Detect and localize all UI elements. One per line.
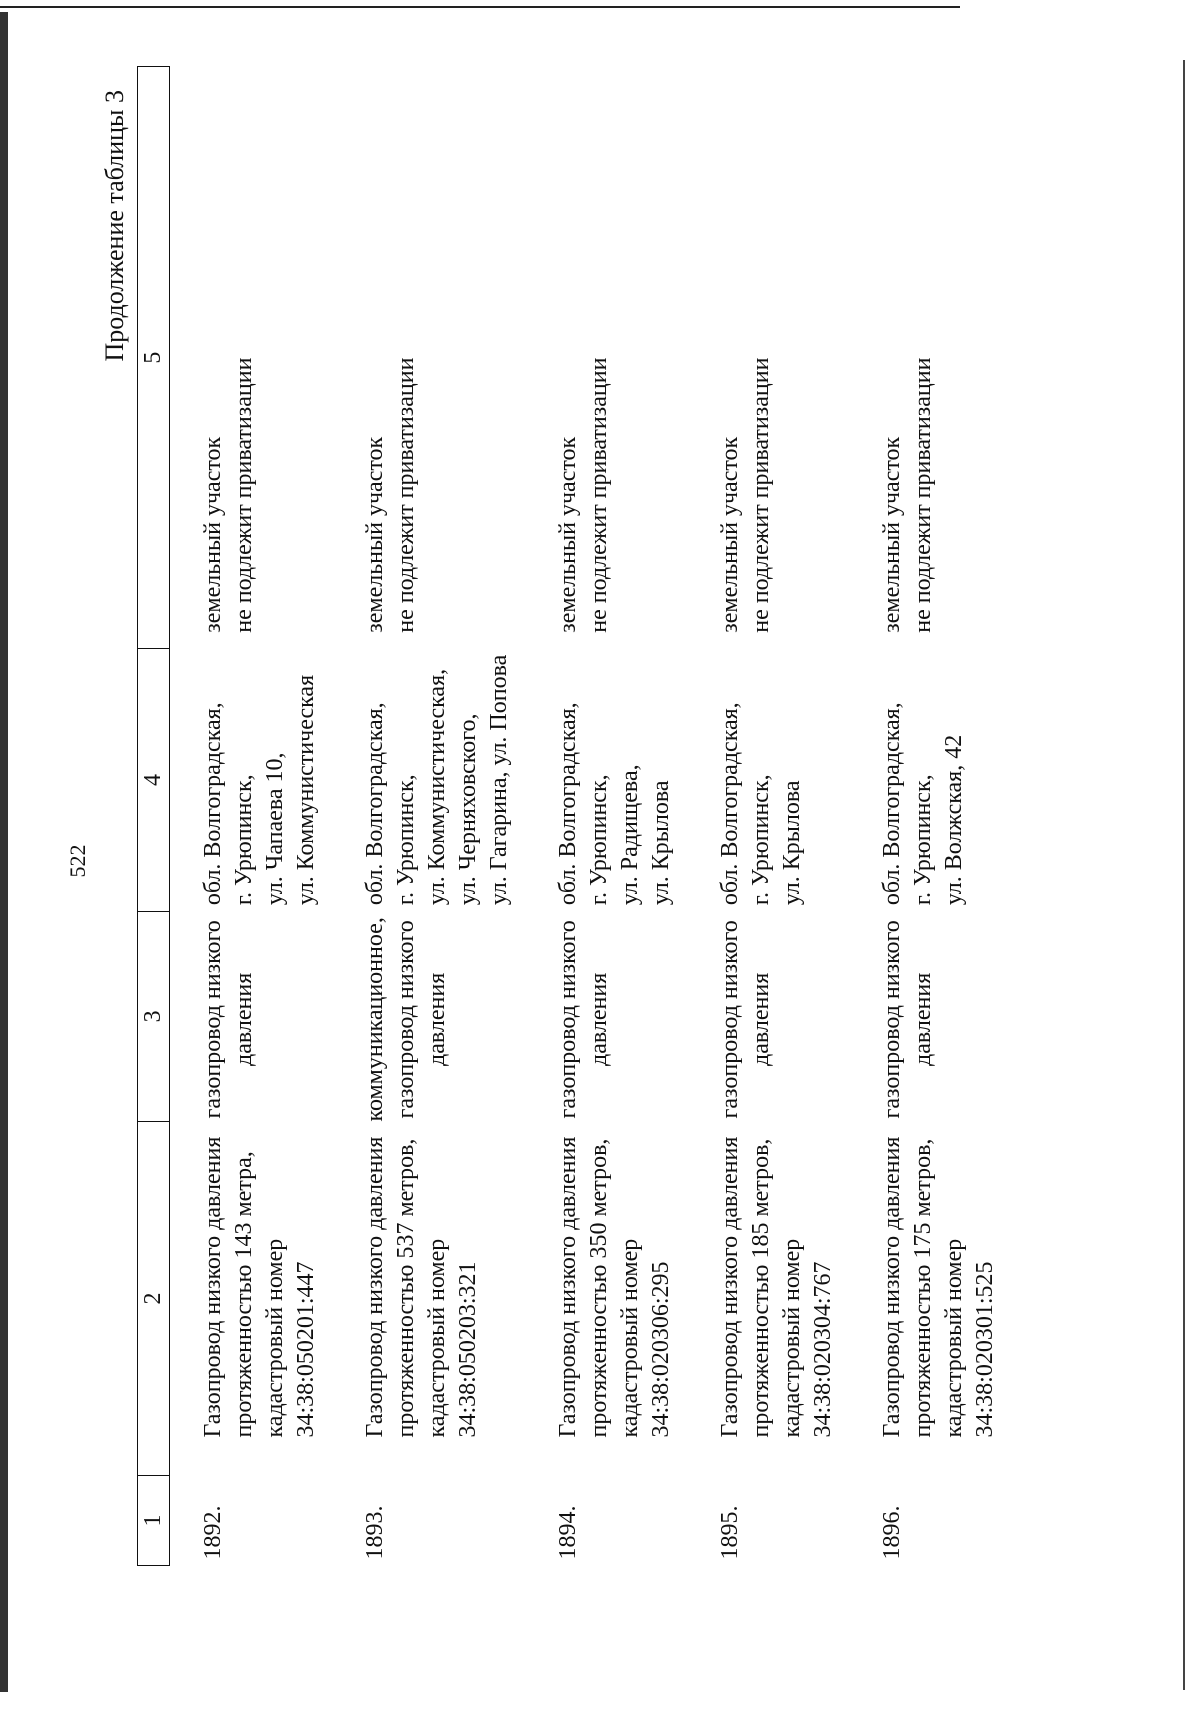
object-note-line: не подлежит приватизации bbox=[910, 357, 936, 633]
object-note-line: земельный участок bbox=[879, 436, 905, 633]
table-row bbox=[525, 67, 687, 1566]
object-name-line: протяженностью 143 метра, bbox=[231, 1151, 257, 1438]
object-note-line: земельный участок bbox=[555, 436, 581, 633]
object-note bbox=[849, 67, 1011, 649]
object-address-line: обл. Волгоградская, bbox=[362, 702, 388, 906]
object-name-line: 34:38:020306:295 bbox=[648, 1261, 674, 1438]
table-row bbox=[170, 67, 333, 1566]
object-name-line: 34:38:020301:525 bbox=[972, 1261, 998, 1438]
object-type-line: давления bbox=[748, 972, 774, 1066]
object-name bbox=[849, 1122, 1011, 1476]
object-note-line: не подлежит приватизации bbox=[586, 357, 612, 633]
object-address-line: ул. Чапаева 10, bbox=[262, 752, 288, 906]
object-name-line: протяженностью 350 метров, bbox=[586, 1138, 612, 1438]
object-address-line: ул. Коммунистическая bbox=[293, 674, 319, 906]
object-type-line: давления bbox=[586, 972, 612, 1066]
row-number: 1896. bbox=[879, 1505, 905, 1560]
row-number: 1895. bbox=[717, 1505, 743, 1560]
object-note-line: земельный участок bbox=[200, 436, 226, 633]
object-name-line: 34:38:020304:767 bbox=[810, 1261, 836, 1438]
table-caption: Продолжение таблицы 3 bbox=[100, 90, 129, 362]
object-name bbox=[332, 1122, 525, 1476]
object-address-line: г. Урюпинск, bbox=[910, 774, 936, 906]
object-note-line: не подлежит приватизации bbox=[393, 357, 419, 633]
row-number: 1892. bbox=[200, 1505, 226, 1560]
table-row bbox=[332, 67, 525, 1566]
column-header-5: 5 bbox=[138, 67, 170, 649]
row-number: 1893. bbox=[362, 1505, 388, 1560]
table-body bbox=[170, 67, 1012, 1566]
object-name-line: кадастровый номер bbox=[262, 1238, 288, 1438]
object-address-line: г. Урюпинск, bbox=[748, 774, 774, 906]
object-name bbox=[170, 1122, 333, 1476]
object-type-line: газопровод низкого bbox=[393, 920, 419, 1119]
object-address-line: ул. Коммунистическая, bbox=[424, 668, 450, 906]
page-number: 522 bbox=[65, 844, 90, 878]
object-name-line: кадастровый номер bbox=[779, 1238, 805, 1438]
object-name bbox=[525, 1122, 687, 1476]
object-name-line: кадастровый номер bbox=[617, 1238, 643, 1438]
object-name-line: кадастровый номер bbox=[424, 1238, 450, 1438]
table-row bbox=[687, 67, 849, 1566]
object-type-line: давления bbox=[231, 972, 257, 1066]
object-address-line: г. Урюпинск, bbox=[393, 774, 419, 906]
object-type-line: давления bbox=[424, 972, 450, 1066]
object-address-line: г. Урюпинск, bbox=[231, 774, 257, 906]
object-type-line: газопровод низкого bbox=[879, 920, 905, 1119]
object-note bbox=[687, 67, 849, 649]
object-address-line: г. Урюпинск, bbox=[586, 774, 612, 906]
object-address bbox=[170, 649, 333, 911]
object-type-line: коммуникационное, bbox=[362, 917, 388, 1122]
object-type-line: газопровод низкого bbox=[200, 920, 226, 1119]
object-name-line: 34:38:050201:447 bbox=[293, 1261, 319, 1438]
object-name-line: протяженностью 175 метров, bbox=[910, 1138, 936, 1438]
object-type bbox=[170, 911, 333, 1121]
object-name-line: протяженностью 185 метров, bbox=[748, 1138, 774, 1438]
table-row bbox=[849, 67, 1011, 1566]
object-type bbox=[849, 911, 1011, 1121]
object-name-line: 34:38:050203:321 bbox=[455, 1261, 481, 1438]
column-header-4: 4 bbox=[138, 649, 170, 911]
row-number: 1894. bbox=[555, 1505, 581, 1560]
object-address-line: ул. Радищева, bbox=[617, 764, 643, 906]
column-header-3: 3 bbox=[138, 911, 170, 1121]
object-type-line: давления bbox=[910, 972, 936, 1066]
object-address-line: ул. Крылова bbox=[779, 780, 805, 906]
column-header-1: 1 bbox=[138, 1476, 170, 1566]
table-header bbox=[138, 67, 170, 1566]
object-address-line: обл. Волгоградская, bbox=[555, 702, 581, 906]
object-note-line: земельный участок bbox=[362, 436, 388, 633]
object-note-line: земельный участок bbox=[717, 436, 743, 633]
object-name-line: Газопровод низкого давления bbox=[879, 1136, 905, 1438]
object-type bbox=[332, 911, 525, 1121]
object-address-line: ул. Гагарина, ул. Попова bbox=[486, 654, 512, 906]
object-note bbox=[170, 67, 333, 649]
object-address bbox=[687, 649, 849, 911]
object-address bbox=[525, 649, 687, 911]
object-note-line: не подлежит приватизации bbox=[231, 357, 257, 633]
object-address bbox=[849, 649, 1011, 911]
object-address-line: ул. Черняховского, bbox=[455, 713, 481, 906]
object-address-line: обл. Волгоградская, bbox=[879, 702, 905, 906]
object-type-line: газопровод низкого bbox=[717, 920, 743, 1119]
object-note bbox=[525, 67, 687, 649]
object-name-line: Газопровод низкого давления bbox=[200, 1136, 226, 1438]
object-name-line: Газопровод низкого давления bbox=[717, 1136, 743, 1438]
property-table bbox=[137, 66, 1011, 1566]
object-name-line: протяженностью 537 метров, bbox=[393, 1138, 419, 1438]
object-address-line: ул. Крылова bbox=[648, 780, 674, 906]
object-note-line: не подлежит приватизации bbox=[748, 357, 774, 633]
object-name bbox=[687, 1122, 849, 1476]
object-type bbox=[687, 911, 849, 1121]
object-note bbox=[332, 67, 525, 649]
object-address-line: ул. Волжская, 42 bbox=[941, 734, 967, 906]
object-type-line: газопровод низкого bbox=[555, 920, 581, 1119]
object-type bbox=[525, 911, 687, 1121]
column-header-2: 2 bbox=[138, 1122, 170, 1476]
object-name-line: Газопровод низкого давления bbox=[362, 1136, 388, 1438]
object-name-line: Газопровод низкого давления bbox=[555, 1136, 581, 1438]
object-address-line: обл. Волгоградская, bbox=[200, 702, 226, 906]
object-address bbox=[332, 649, 525, 911]
object-address-line: обл. Волгоградская, bbox=[717, 702, 743, 906]
object-name-line: кадастровый номер bbox=[941, 1238, 967, 1438]
